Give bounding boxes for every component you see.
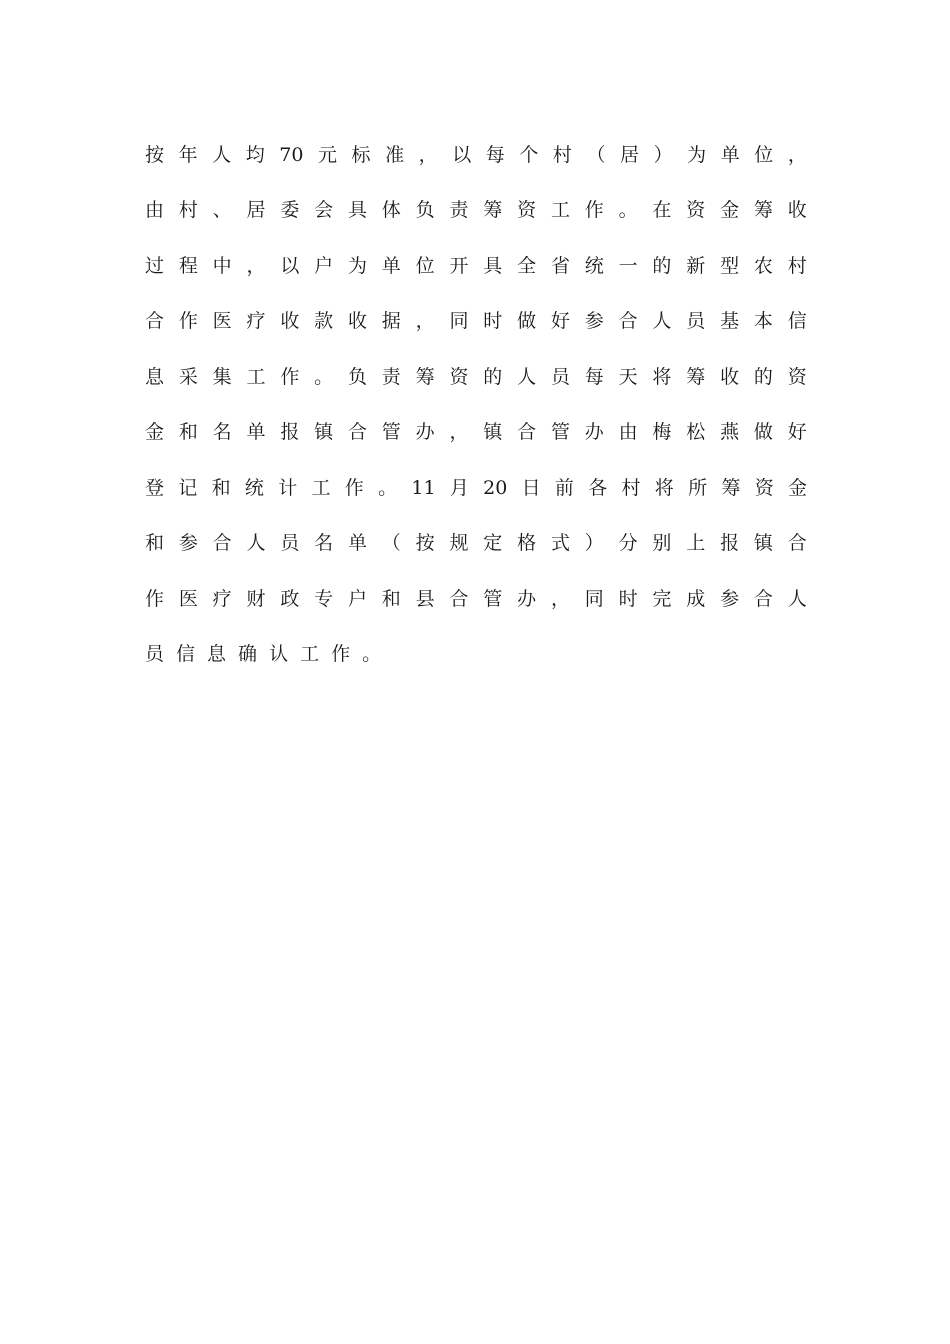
text-glyph: 村 (787, 254, 807, 277)
text-glyph: 标 (351, 143, 371, 166)
text-glyph: 。 (378, 476, 398, 499)
text-glyph: 人 (517, 365, 537, 388)
text-glyph: ） (653, 143, 673, 166)
text-glyph: 责 (381, 365, 401, 388)
text-glyph: 和 (211, 476, 231, 499)
text-glyph: 合 (787, 532, 807, 555)
text-glyph: 责 (449, 199, 469, 222)
text-glyph: 新 (686, 254, 706, 277)
text-glyph: 具 (483, 254, 503, 277)
text-glyph: 户 (347, 587, 367, 610)
paragraph-line (145, 183, 807, 239)
text-glyph: 员 (145, 643, 165, 666)
text-glyph: 财 (246, 587, 266, 610)
text-glyph: 作 (331, 643, 351, 666)
text-glyph: 疗 (212, 587, 232, 610)
text-glyph: 据 (381, 310, 401, 333)
text-glyph: 前 (554, 476, 574, 499)
text-glyph: 会 (314, 199, 334, 222)
text-glyph: 同 (449, 310, 469, 333)
text-glyph: 合 (449, 587, 469, 610)
text-glyph: 完 (652, 587, 672, 610)
text-glyph: 一 (618, 254, 638, 277)
text-glyph: ， (550, 587, 570, 610)
text-glyph: 按 (145, 143, 165, 166)
text-glyph: 松 (686, 421, 706, 444)
paragraph-line (145, 516, 807, 572)
text-glyph: 认 (269, 643, 289, 666)
text-glyph: 由 (618, 421, 638, 444)
text-glyph: 村 (178, 199, 198, 222)
text-glyph: 金 (720, 199, 740, 222)
text-glyph: 作 (280, 365, 300, 388)
text-glyph: 型 (720, 254, 740, 277)
text-glyph: 管 (483, 587, 503, 610)
text-glyph: 单 (347, 532, 367, 555)
text-glyph: 开 (449, 254, 469, 277)
text-glyph: 上 (686, 532, 706, 555)
text-glyph: 记 (178, 476, 198, 499)
text-glyph: 户 (314, 254, 334, 277)
text-glyph: 办 (517, 587, 537, 610)
text-glyph: 所 (688, 476, 708, 499)
text-glyph: 元 (317, 143, 337, 166)
text-glyph: 参 (178, 532, 198, 555)
paragraph-line (145, 294, 807, 350)
text-glyph: 资 (754, 476, 774, 499)
text-glyph: 疗 (246, 310, 266, 333)
text-glyph: 员 (550, 365, 570, 388)
text-glyph: 金 (787, 476, 807, 499)
text-glyph: 人 (652, 310, 672, 333)
text-glyph: 作 (145, 587, 165, 610)
paragraph-line (145, 349, 807, 405)
text-glyph: 资 (686, 199, 706, 222)
text-glyph: 将 (652, 365, 672, 388)
text-glyph: 政 (280, 587, 300, 610)
text-glyph: 信 (787, 310, 807, 333)
text-glyph: 筹 (415, 365, 435, 388)
text-glyph: 村 (552, 143, 572, 166)
text-glyph: 统 (584, 254, 604, 277)
text-glyph: 筹 (686, 365, 706, 388)
text-glyph: 的 (753, 365, 773, 388)
text-glyph: 。 (362, 643, 382, 666)
text-glyph: 采 (178, 365, 198, 388)
text-glyph: 确 (238, 643, 258, 666)
text-glyph: 。 (314, 365, 334, 388)
text-glyph: 管 (550, 421, 570, 444)
text-glyph: 年 (178, 143, 198, 166)
text-glyph: 筹 (753, 199, 773, 222)
text-glyph: 村 (621, 476, 641, 499)
text-glyph: 时 (483, 310, 503, 333)
text-glyph: 资 (787, 365, 807, 388)
text-glyph: ） (584, 532, 604, 555)
text-glyph: 办 (584, 421, 604, 444)
text-glyph: 合 (517, 421, 537, 444)
text-glyph: 天 (618, 365, 638, 388)
text-glyph: 收 (280, 310, 300, 333)
text-glyph: 单 (720, 143, 740, 166)
text-glyph: 程 (178, 254, 198, 277)
text-glyph: 体 (381, 199, 401, 222)
text-glyph: 省 (550, 254, 570, 277)
text-glyph: 农 (753, 254, 773, 277)
text-glyph: 式 (550, 532, 570, 555)
text-glyph: 信 (176, 643, 196, 666)
text-glyph: 好 (550, 310, 570, 333)
text-glyph: 款 (314, 310, 334, 333)
text-glyph: 合 (618, 310, 638, 333)
text-glyph: 每 (584, 365, 604, 388)
text-glyph: 医 (178, 587, 198, 610)
paragraph-line-last (145, 627, 807, 683)
text-glyph: 统 (244, 476, 264, 499)
text-glyph: 合 (753, 587, 773, 610)
text-glyph: 过 (145, 254, 165, 277)
text-glyph: 好 (787, 421, 807, 444)
text-glyph: 镇 (753, 532, 773, 555)
text-glyph: 的 (483, 365, 503, 388)
text-glyph: ， (246, 254, 266, 277)
text-glyph: 管 (381, 421, 401, 444)
text-glyph: 按 (415, 532, 435, 555)
text-glyph: 在 (652, 199, 672, 222)
text-glyph: 本 (753, 310, 773, 333)
paragraph-line (145, 127, 807, 183)
text-glyph: 11 (411, 476, 436, 499)
text-glyph: 专 (314, 587, 334, 610)
text-glyph: 筹 (721, 476, 741, 499)
text-glyph: 报 (720, 532, 740, 555)
text-glyph: 镇 (314, 421, 334, 444)
text-glyph: 月 (449, 476, 469, 499)
text-glyph: 。 (618, 199, 638, 222)
text-glyph: 作 (178, 310, 198, 333)
text-glyph: （ (586, 143, 606, 166)
text-glyph: 人 (787, 587, 807, 610)
text-glyph: 息 (207, 643, 227, 666)
text-glyph: 全 (517, 254, 537, 277)
text-glyph: 20 (483, 476, 508, 499)
text-glyph: 报 (280, 421, 300, 444)
text-glyph: 同 (584, 587, 604, 610)
text-glyph: （ (381, 532, 401, 555)
text-glyph: 负 (347, 365, 367, 388)
text-glyph: 工 (550, 199, 570, 222)
text-glyph: 参 (720, 587, 740, 610)
text-glyph: 基 (720, 310, 740, 333)
text-glyph: 员 (280, 532, 300, 555)
text-glyph: 和 (145, 532, 165, 555)
text-glyph: ， (418, 143, 438, 166)
body-paragraph (145, 127, 807, 682)
text-glyph: 医 (212, 310, 232, 333)
text-glyph: 工 (300, 643, 320, 666)
text-glyph: 居 (246, 199, 266, 222)
text-glyph: 资 (449, 365, 469, 388)
text-glyph: ， (415, 310, 435, 333)
text-glyph: 个 (519, 143, 539, 166)
text-glyph: 人 (246, 532, 266, 555)
text-glyph: ， (787, 143, 807, 166)
text-glyph: 由 (145, 199, 165, 222)
text-glyph: 工 (246, 365, 266, 388)
text-glyph: 登 (145, 476, 165, 499)
text-glyph: 参 (584, 310, 604, 333)
text-glyph: 人 (212, 143, 232, 166)
text-glyph: 镇 (483, 421, 503, 444)
text-glyph: 集 (212, 365, 232, 388)
text-glyph: 规 (449, 532, 469, 555)
text-glyph: 成 (686, 587, 706, 610)
text-glyph: 筹 (483, 199, 503, 222)
text-glyph: 县 (415, 587, 435, 610)
text-glyph: 收 (347, 310, 367, 333)
text-glyph: 单 (246, 421, 266, 444)
paragraph-line (145, 405, 807, 461)
text-glyph: 和 (178, 421, 198, 444)
text-glyph: 合 (145, 310, 165, 333)
text-glyph: 计 (278, 476, 298, 499)
text-glyph: 负 (415, 199, 435, 222)
text-glyph: 每 (485, 143, 505, 166)
text-glyph: 做 (517, 310, 537, 333)
paragraph-line (145, 571, 807, 627)
text-glyph: 委 (280, 199, 300, 222)
text-glyph: 的 (652, 254, 672, 277)
text-glyph: 以 (452, 143, 472, 166)
text-glyph: 名 (212, 421, 232, 444)
text-glyph: 准 (385, 143, 405, 166)
text-glyph: 70 (279, 143, 304, 166)
text-glyph: 别 (652, 532, 672, 555)
text-glyph: 合 (212, 532, 232, 555)
text-glyph: 息 (145, 365, 165, 388)
text-glyph: 梅 (652, 421, 672, 444)
text-glyph: 收 (787, 199, 807, 222)
text-glyph: 资 (517, 199, 537, 222)
text-glyph: 收 (720, 365, 740, 388)
text-glyph: 员 (686, 310, 706, 333)
text-glyph: 作 (344, 476, 364, 499)
text-glyph: 各 (588, 476, 608, 499)
text-glyph: 位 (754, 143, 774, 166)
text-glyph: 、 (212, 199, 232, 222)
text-glyph: 具 (347, 199, 367, 222)
text-glyph: 作 (584, 199, 604, 222)
text-glyph: 合 (347, 421, 367, 444)
text-glyph: 格 (517, 532, 537, 555)
text-glyph: 为 (347, 254, 367, 277)
text-glyph: 将 (654, 476, 674, 499)
text-glyph: 位 (415, 254, 435, 277)
text-glyph: 金 (145, 421, 165, 444)
text-glyph: 办 (415, 421, 435, 444)
paragraph-line (145, 238, 807, 294)
text-glyph: ， (449, 421, 469, 444)
text-glyph: 名 (314, 532, 334, 555)
text-glyph: 分 (618, 532, 638, 555)
text-glyph: 均 (245, 143, 265, 166)
text-glyph: 时 (618, 587, 638, 610)
text-glyph: 日 (521, 476, 541, 499)
text-glyph: 单 (381, 254, 401, 277)
paragraph-line (145, 460, 807, 516)
text-glyph: 为 (687, 143, 707, 166)
text-glyph: 工 (311, 476, 331, 499)
text-glyph: 做 (753, 421, 773, 444)
text-glyph: 居 (620, 143, 640, 166)
text-glyph: 定 (483, 532, 503, 555)
text-glyph: 燕 (720, 421, 740, 444)
text-glyph: 中 (212, 254, 232, 277)
text-glyph: 以 (280, 254, 300, 277)
text-glyph: 和 (381, 587, 401, 610)
